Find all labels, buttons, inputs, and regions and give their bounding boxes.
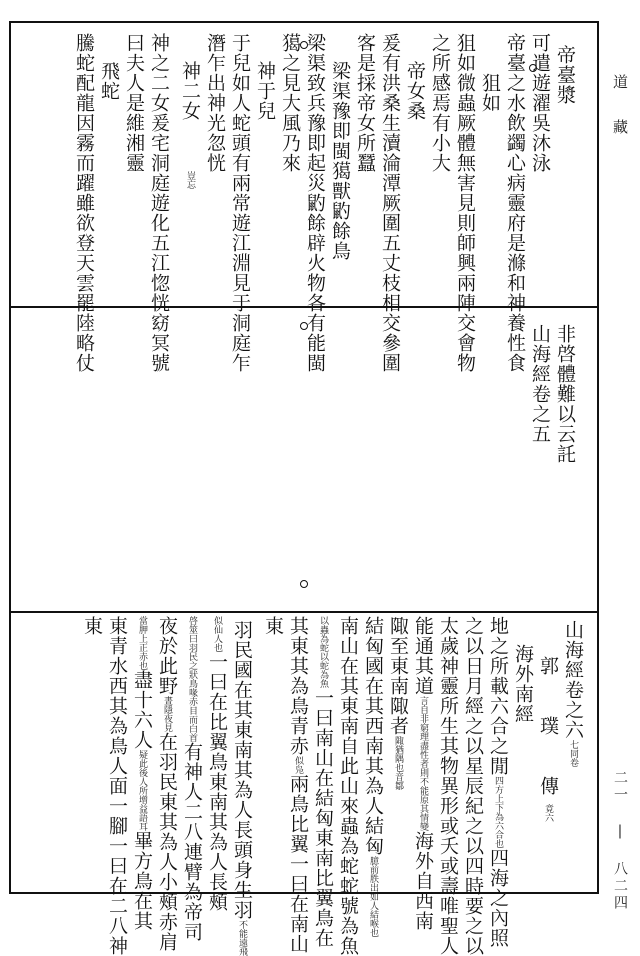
- text-column: 啓筮曰羽民之狀鳥喙赤目而白首有神人二八連臂為帝司: [181, 616, 203, 942]
- page-number: 二一 | 八二四: [612, 770, 628, 912]
- text-column: 南山在其東南自此山來蟲為蛇蛇號為魚: [337, 616, 359, 956]
- text-column: 潛乍出神光忽恍: [204, 33, 226, 173]
- text-column: 山海經卷之六七同卷: [562, 620, 584, 767]
- text-column: 神二女豈忘: [179, 61, 201, 189]
- text-column: 東: [81, 616, 103, 636]
- text-column: 獦之見大風乃來: [279, 33, 301, 173]
- text-column: 神于兒: [254, 61, 276, 121]
- text-column: 騰蛇配龍因霧而躍雖欲登天雲罷陸略仗: [73, 33, 95, 373]
- text-column: 爰有洪桑生瀆淪潭厥圍五丈枝相交參圍: [379, 33, 401, 373]
- text-column: 似仙人也一曰在比翼鳥東南其為人長頰: [206, 616, 228, 912]
- text-column: 其東其為鳥青赤似凫兩鳥比翼一曰在南山: [287, 616, 309, 954]
- text-column: 曰夫人是維湘靈: [123, 33, 145, 173]
- text-column: 飛蛇: [98, 61, 120, 101]
- text-column: 以蟲為蛇以蛇為魚一曰南山在結匈東南比翼鳥在: [312, 616, 334, 948]
- text-column: 梁渠致兵豫即起災䶂餘辟火物各有能閩: [304, 33, 326, 373]
- text-column: 帝女桑: [404, 61, 426, 121]
- text-column: 梁渠豫即閩獦獸䶂餘鳥: [329, 61, 351, 261]
- text-column: 地之所載六合之閒四方上下為六合也四海之內照: [487, 616, 509, 948]
- bottom-panel: [11, 616, 597, 956]
- text-column: 于兒如人蛇頭有兩常遊江淵見于洞庭乍: [229, 33, 251, 373]
- text-column: 結匈國在其西南其為人結匈臆前胅出如人結喉也: [362, 616, 384, 937]
- text-column: 陬至東南陬者陬猶隅也音鄒: [387, 616, 409, 790]
- text-column: 當胛上正赤也盡十六人疑此後人所增益語耳畢方鳥在其: [131, 616, 153, 931]
- text-column: 夜於此野晝隱夜見在羽民東其為人小頰赤肩: [156, 616, 178, 952]
- text-column: 帝臺漿: [554, 45, 576, 105]
- text-column: 郭 璞 傳竟六: [537, 656, 559, 822]
- text-column: 之以日月經之以星辰紀之以四時要之以: [462, 616, 484, 956]
- text-column: 能通其道言自非窮理盡性者則不能原其情變海外自西南: [412, 616, 434, 931]
- text-column: 神之二女爰宅洞庭遊化五江惚恍窈冥號: [148, 33, 170, 373]
- text-column: 可遣遊濯吳沐泳: [529, 33, 551, 173]
- text-column: 客是採帝女所蠶: [354, 33, 376, 173]
- collection-label: 道 藏: [611, 74, 629, 140]
- panel-divider-bottom: [9, 611, 599, 613]
- text-column: 山海經卷之五: [529, 324, 551, 444]
- text-column: 東: [262, 616, 284, 636]
- text-column: 東青水西其為鳥人面一腳一曰在二八神: [106, 616, 128, 956]
- text-column: 羽民國在其東南其為人長頭身生羽不能遠飛: [231, 620, 253, 956]
- text-column: 狙如: [479, 73, 501, 113]
- text-column: 之所感焉有小大: [429, 33, 451, 173]
- top-panel: [11, 33, 597, 373]
- middle-panel: [11, 312, 597, 608]
- text-column: 非啓體難以云託: [554, 324, 576, 464]
- text-column: 海外南經: [512, 644, 534, 724]
- text-column: 狙如微蟲厥體無害見則師興兩陣交會物: [454, 33, 476, 373]
- text-column: 帝臺之水飲蠲心病靈府是滌和神養性食: [504, 33, 526, 373]
- text-column: 太歲神靈所生其物異形或夭或壽唯聖人: [437, 616, 459, 956]
